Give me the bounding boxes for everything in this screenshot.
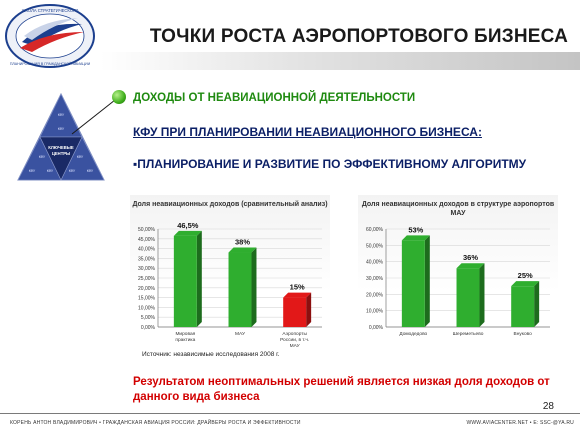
chart-mau-panel: [358, 195, 558, 355]
kfu-heading: КФУ ПРИ ПЛАНИРОВАНИИ НЕАВИАЦИОННОГО БИЗНЕСА:: [133, 125, 482, 139]
triangle-label: КФУ: [57, 127, 65, 131]
logo-emblem-icon: [2, 2, 98, 70]
bar: [229, 253, 252, 327]
chart-comparative-panel: [130, 195, 330, 355]
y-tick-label: 45,00%: [138, 236, 155, 243]
footer-right-text: WWW.AVIACENTER.NET • E: SSC-@YA.RU: [466, 420, 574, 426]
category-label: России, в т.ч.: [280, 338, 310, 343]
bar-side: [425, 235, 430, 327]
category-label: Шереметьево: [452, 332, 484, 337]
y-tick-label: 30,00%: [138, 266, 155, 273]
category-label: Аэропорты: [282, 332, 307, 337]
pointer-line: [70, 96, 118, 136]
triangle-center-line1: КЛЮЧЕВЫЕ: [48, 145, 74, 150]
category-label: МАУ: [234, 332, 246, 337]
triangle-label: КФУ: [28, 169, 36, 173]
y-tick-label: 35,00%: [138, 256, 155, 263]
triangle-label: КФУ: [46, 169, 54, 173]
triangle-label: КФУ: [86, 169, 94, 173]
triangle-label: КФУ: [57, 113, 65, 117]
title-gradient-bar: [100, 52, 580, 70]
bar-side: [251, 248, 256, 327]
bar-value-label: 53%: [408, 225, 424, 235]
triangle-label: КФУ: [38, 155, 46, 159]
bar-value-label: 25%: [517, 271, 533, 281]
category-label: практика: [175, 338, 196, 343]
page-number: 28: [542, 401, 554, 412]
category-label: МАУ: [289, 344, 300, 349]
bar-value-label: 46,5%: [177, 220, 199, 230]
bar: [402, 240, 425, 327]
bar: [283, 298, 306, 327]
logo-bottom-text: ПЛАНИРОВАНИЯ В ГРАЖДАНСКОЙ АВИАЦИИ: [9, 62, 91, 66]
bar: [511, 286, 534, 327]
y-tick-label: 5,00%: [140, 315, 155, 322]
bar-side: [197, 231, 202, 327]
triangle-label: КФУ: [68, 169, 76, 173]
school-logo: [2, 2, 98, 70]
triangle-center-line2: ЦЕНТРЫ: [51, 151, 71, 156]
y-tick-label: 20,00%: [366, 292, 383, 299]
green-dot-icon: [112, 90, 126, 104]
bar: [457, 268, 480, 327]
bar-side: [306, 293, 311, 327]
y-tick-label: 20,00%: [138, 285, 155, 292]
category-label: Мировая: [175, 332, 196, 337]
footer-divider: [0, 413, 580, 414]
chart2-svg: [358, 195, 558, 355]
triangle-label: КФУ: [76, 155, 84, 159]
bar-value-label: 36%: [462, 253, 479, 263]
chart2-title: Доля неавиационных доходов в структуре аэропортов МАУ: [361, 201, 555, 217]
chart1-svg: [130, 195, 330, 355]
bar-side: [534, 281, 539, 327]
source-note: Источник: независимые исследования 2008 г.: [142, 351, 280, 358]
bar: [174, 236, 197, 327]
y-tick-label: 25,00%: [138, 276, 155, 282]
page-title: ТОЧКИ РОСТА АЭРОПОРТОВОГО БИЗНЕСА: [149, 26, 568, 47]
footer-left-text: КОРЕНЬ АНТОН ВЛАДИМИРОВИЧ • ГРАЖДАНСКАЯ АВИАЦИЯ РОССИИ: ДРАЙВЕРЫ РОСТА И ЭФФЕКТИВНОСТИ: [10, 420, 301, 426]
y-tick-label: 10,00%: [366, 308, 383, 315]
y-tick-label: 40,00%: [138, 246, 155, 253]
category-label: Внуково: [513, 332, 532, 337]
y-tick-label: 60,00%: [366, 227, 383, 233]
y-tick-label: 50,00%: [138, 227, 155, 233]
y-tick-label: 10,00%: [138, 305, 155, 312]
section-title: ДОХОДЫ ОТ НЕАВИАЦИОННОЙ ДЕЯТЕЛЬНОСТИ: [133, 92, 416, 104]
y-tick-label: 50,00%: [366, 243, 383, 250]
y-tick-label: 0,00%: [368, 325, 383, 331]
y-tick-label: 0,00%: [140, 325, 155, 331]
logo-top-text: ШКОЛА СТРАТЕГИЧЕСКОГО: [21, 8, 79, 13]
bar-side: [479, 263, 484, 327]
y-tick-label: 15,00%: [138, 295, 155, 302]
y-tick-label: 40,00%: [366, 259, 383, 266]
bullet-text: ▪ПЛАНИРОВАНИЕ И РАЗВИТИЕ ПО ЭФФЕКТИВНОМУ АЛГОРИТМУ: [133, 157, 527, 171]
bar-value-label: 38%: [234, 237, 251, 247]
chart1-title: Доля неавиационных доходов (сравнительный анализ): [132, 201, 328, 208]
category-label: Домодедово: [399, 332, 428, 337]
bar-value-label: 15%: [289, 282, 305, 292]
y-tick-label: 30,00%: [366, 276, 383, 282]
conclusion-text: Результатом неоптимальных решений является низкая доля доходов от данного вида бизнеса: [133, 376, 550, 403]
